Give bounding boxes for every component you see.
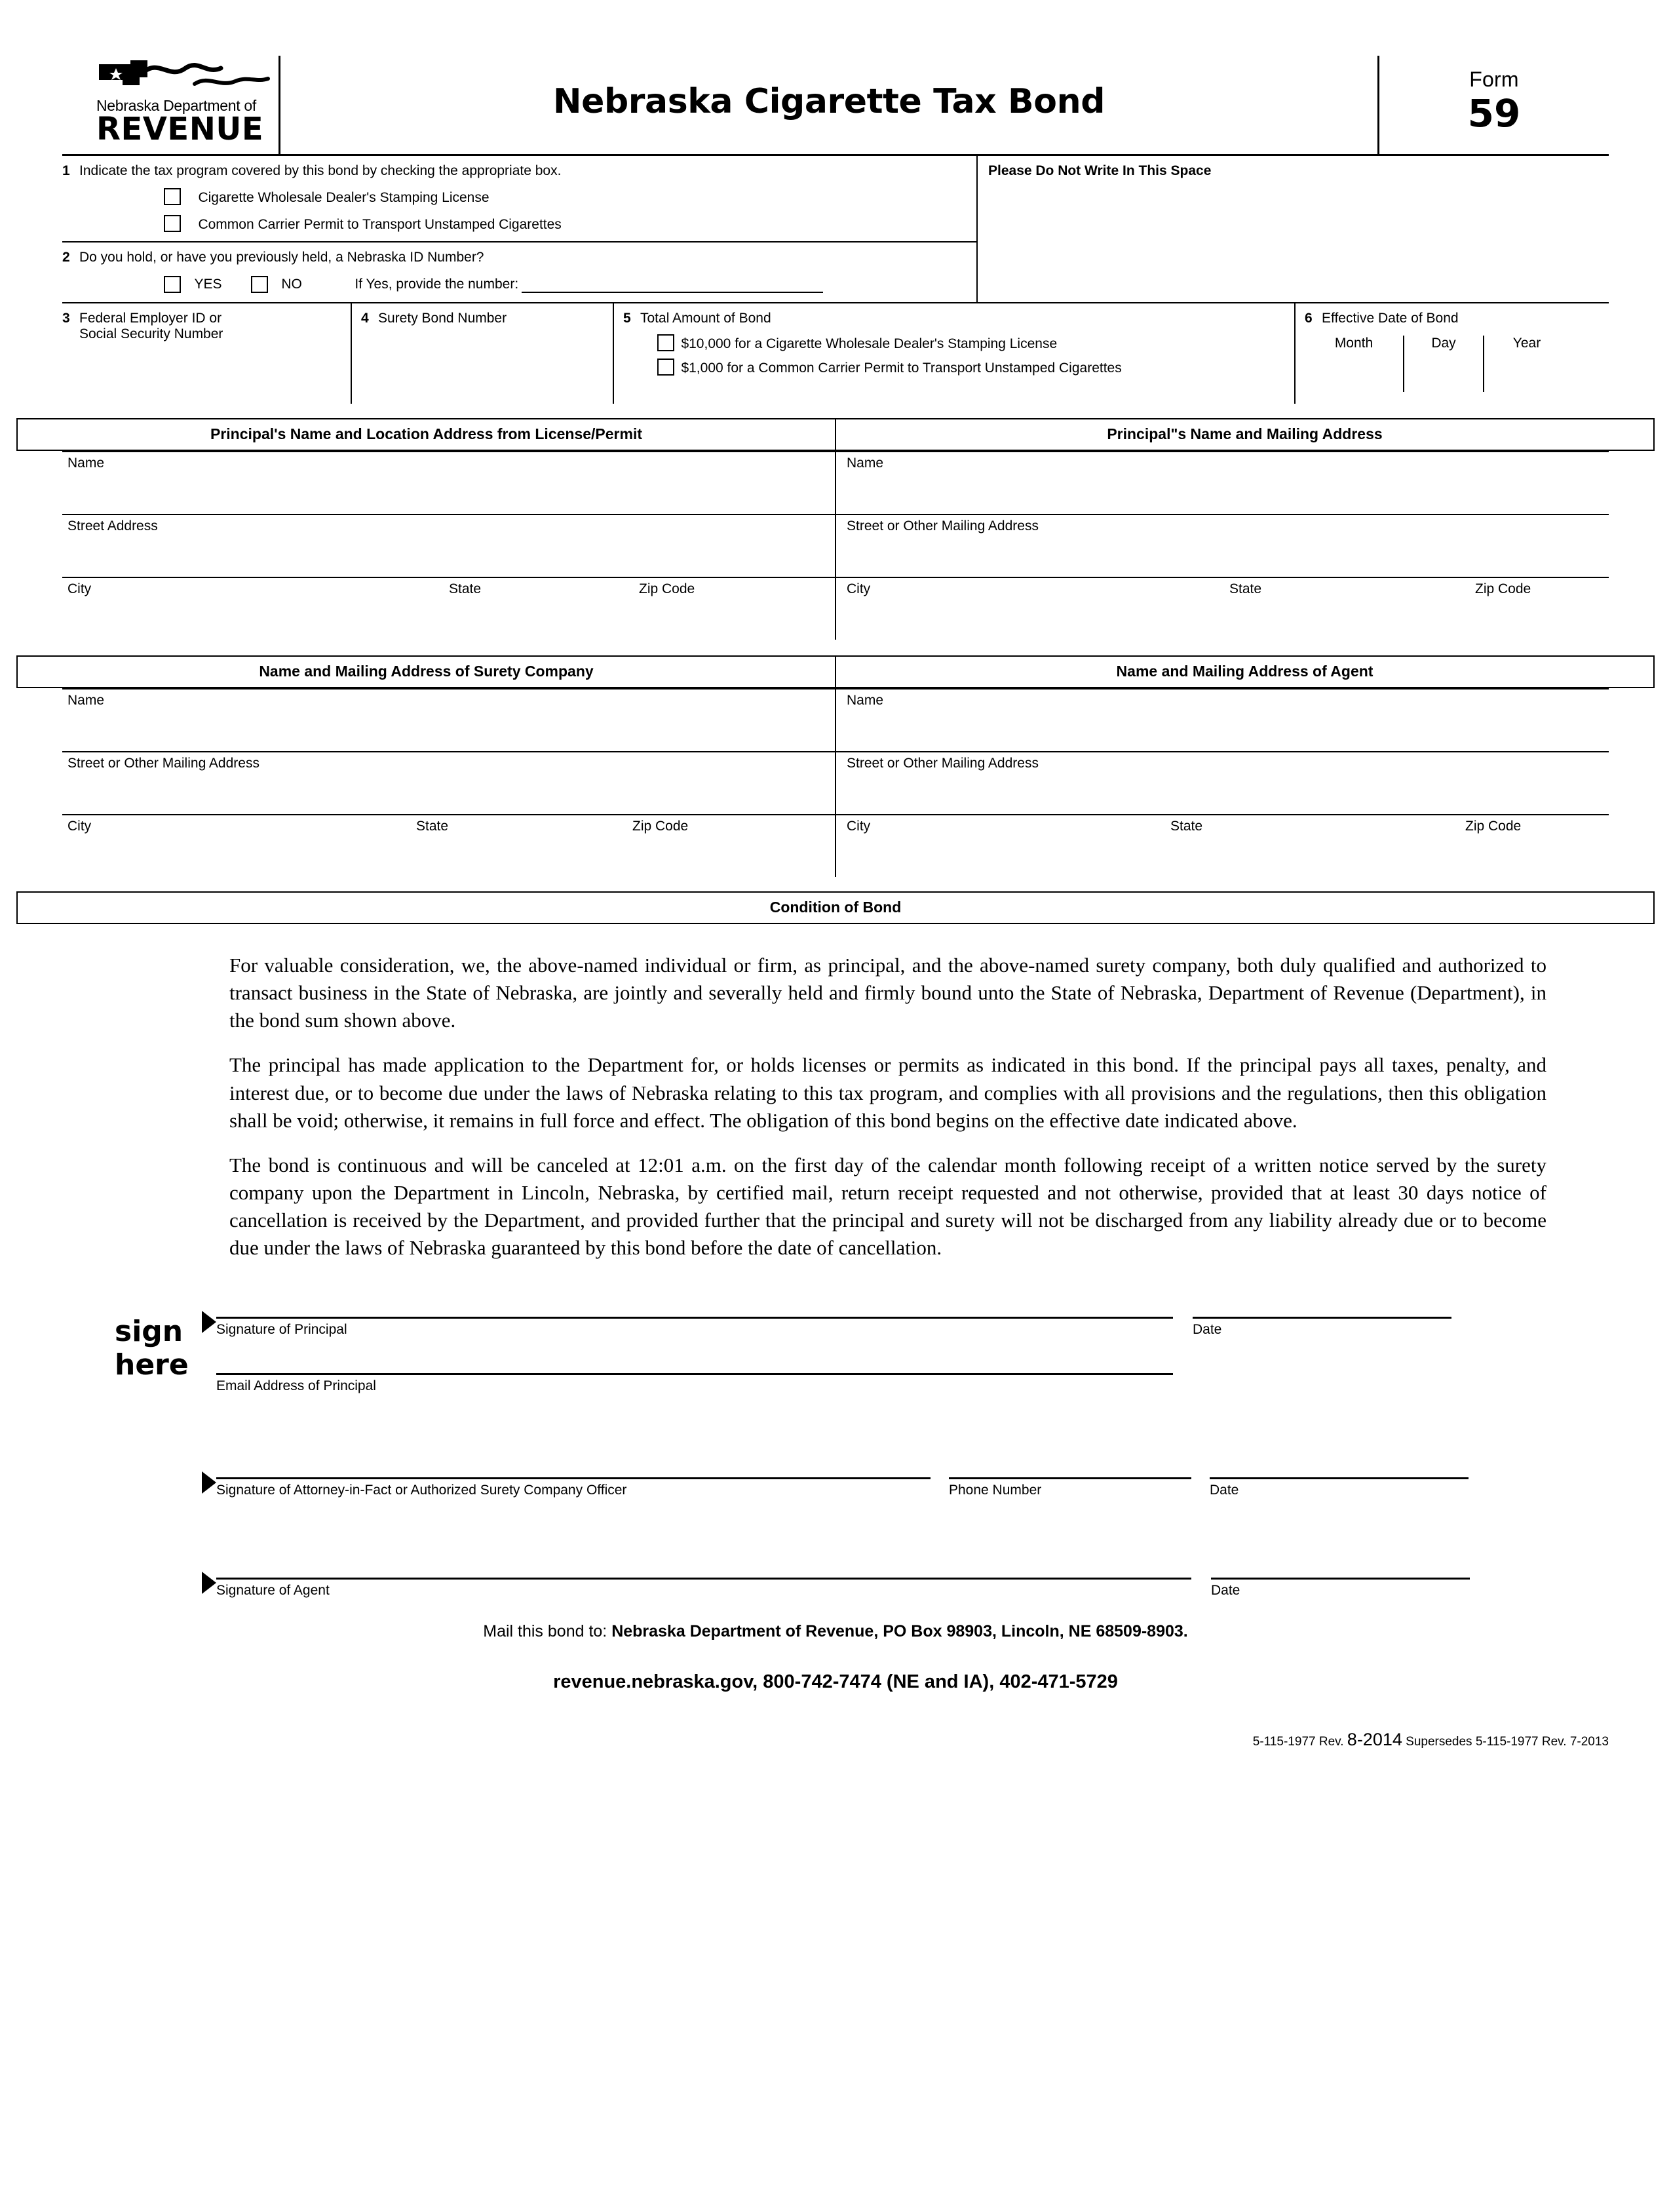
sign-here-arrow-surety-icon [202, 1471, 216, 1494]
revision-date: 8-2014 [1347, 1729, 1402, 1749]
principal-address-grid [62, 451, 1609, 640]
surety-city-label: City [67, 819, 92, 834]
principal-location-city-label: City [67, 581, 92, 596]
agent-arrow-cell [62, 1572, 216, 1599]
agent-csz-field[interactable] [836, 814, 1609, 877]
surety-date-caption: Date [1210, 1482, 1239, 1498]
surety-signature-field[interactable] [216, 1477, 931, 1498]
principal-location-name-field[interactable] [62, 451, 835, 514]
item-1 [62, 156, 976, 241]
principal-header-row [16, 418, 1655, 451]
principal-location-zip-label: Zip Code [639, 581, 695, 596]
principal-date-caption: Date [1193, 1321, 1222, 1337]
item-3-number: 3 [62, 311, 70, 326]
item-5-number: 5 [623, 311, 631, 326]
mail-instruction-prefix: Mail this bond to: [483, 1621, 607, 1640]
surety-zip-label: Zip Code [632, 819, 689, 834]
mail-instruction-address: Nebraska Department of Revenue, PO Box 98903, Lincoln, NE 68509-8903. [611, 1621, 1188, 1640]
checkbox-bond-1000[interactable] [657, 359, 674, 376]
checkbox-bond-10000[interactable] [657, 334, 674, 351]
condition-of-bond-text [229, 952, 1546, 1262]
item-4 [351, 303, 613, 404]
item-1-label: Indicate the tax program covered by this bond by checking the appropriate box. [79, 163, 562, 178]
agent-street-field[interactable] [836, 751, 1609, 814]
revision-prefix: 5-115-1977 Rev. [1252, 1734, 1344, 1749]
principal-signature-field[interactable] [216, 1317, 1173, 1338]
surety-company-header: Name and Mailing Address of Surety Company [16, 655, 836, 688]
do-not-write-label: Please Do Not Write In This Space [988, 163, 1212, 178]
effective-date-year-label: Year [1512, 336, 1541, 351]
surety-street-label: Street or Other Mailing Address [67, 756, 259, 771]
item-3-label-line2: Social Security Number [79, 326, 223, 341]
surety-date-field[interactable] [1210, 1477, 1469, 1498]
principal-email-caption: Email Address of Principal [216, 1378, 376, 1393]
principal-mailing-name-label: Name [847, 456, 884, 471]
item-6-number: 6 [1305, 311, 1313, 326]
form-header [82, 49, 1609, 154]
principal-mailing-name-field[interactable] [836, 451, 1609, 514]
item-1-number: 1 [62, 163, 70, 178]
nebraska-map-icon [96, 58, 273, 98]
agency-logo [82, 58, 278, 146]
principal-location-name-label: Name [67, 456, 105, 471]
checkbox-nebraska-id-yes[interactable] [164, 276, 181, 293]
effective-date-day-label: Day [1431, 336, 1456, 351]
items-1-2-column [62, 156, 976, 302]
principal-location-street-label: Street Address [67, 518, 158, 534]
agency-name-line1: Nebraska Department of [96, 97, 256, 115]
effective-date-year[interactable] [1484, 336, 1569, 395]
surety-agent-header-row [16, 655, 1655, 688]
principal-email-field[interactable] [216, 1373, 1173, 1394]
checkbox-common-carrier-permit[interactable] [164, 215, 181, 232]
principal-location-csz-field[interactable] [62, 577, 835, 640]
principal-sections [0, 418, 1671, 640]
principal-arrow-cell [62, 1311, 216, 1338]
checkbox-nebraska-id-yes-label: YES [194, 277, 222, 292]
principal-mailing-street-label: Street or Other Mailing Address [847, 518, 1039, 534]
principal-mailing-zip-label: Zip Code [1475, 581, 1531, 596]
surety-signature-caption: Signature of Attorney-in-Fact or Authorized Surety Company Officer [216, 1482, 627, 1498]
form-label: Form [1469, 68, 1519, 92]
revision-supersedes: Supersedes 5-115-1977 Rev. 7-2013 [1406, 1734, 1609, 1749]
item-5 [613, 303, 1294, 404]
contact-line: revenue.nebraska.gov, 800-742-7474 (NE and IA), 402-471-5729 [553, 1671, 1118, 1692]
agent-date-field[interactable] [1211, 1578, 1470, 1599]
principal-mailing-csz-field[interactable] [836, 577, 1609, 640]
principal-mailing-state-label: State [1229, 581, 1262, 596]
agent-header: Name and Mailing Address of Agent [836, 655, 1655, 688]
agent-signature-caption: Signature of Agent [216, 1582, 330, 1598]
surety-phone-caption: Phone Number [949, 1482, 1042, 1498]
agent-street-label: Street or Other Mailing Address [847, 756, 1039, 771]
checkbox-common-carrier-permit-label: Common Carrier Permit to Transport Unstamped Cigarettes [198, 217, 562, 232]
surety-street-field[interactable] [62, 751, 835, 814]
principal-location-column [62, 451, 835, 640]
item-6-label: Effective Date of Bond [1322, 311, 1459, 326]
surety-company-column [62, 688, 835, 877]
sign-here-line2: here [115, 1348, 189, 1382]
agent-signature-row [62, 1572, 1609, 1599]
surety-bond-number-input[interactable] [361, 326, 613, 389]
surety-name-field[interactable] [62, 688, 835, 751]
sign-here-arrow-principal-icon [202, 1311, 216, 1333]
item-4-label: Surety Bond Number [378, 311, 507, 326]
surety-arrow-cell [62, 1471, 216, 1498]
item-2-number: 2 [62, 250, 70, 265]
surety-signature-row [62, 1471, 1609, 1498]
principal-mailing-header: Principal"s Name and Mailing Address [836, 418, 1655, 451]
checkbox-bond-10000-label: $10,000 for a Cigarette Wholesale Dealer's Stamping License [681, 336, 1058, 351]
condition-of-bond-header: Condition of Bond [16, 891, 1655, 924]
surety-state-label: State [416, 819, 449, 834]
surety-phone-field[interactable] [949, 1477, 1191, 1498]
item-3 [62, 303, 351, 404]
checkbox-wholesale-dealer-license-label: Cigarette Wholesale Dealer's Stamping License [198, 190, 490, 205]
item-6 [1294, 303, 1609, 404]
condition-paragraph-3: The bond is continuous and will be canceled at 12:01 a.m. on the first day of the calendar month following receipt of a written notice served by the surety company upon the Department in Lincoln, Nebraska, by certified mail, return receipt requested and not otherwise, provided that at least 30 days notice of cancellation is received by the Department, and provided further that the principal and surety will not be discharged from any liability already due or to become due under the laws of Nebraska guaranteed by this bond before the date of cancellation. [229, 1153, 1546, 1260]
effective-date-month[interactable] [1305, 336, 1403, 395]
fein-ssn-input[interactable] [62, 342, 351, 381]
condition-paragraph-2: The principal has made application to the Department for, or holds licenses or permits as indicated in this bond. If the principal pays all taxes, penalty, and interest due, or to become due under the laws of Nebraska relating to this tax program, and complies with all provisions and the regulations, then this obligation shall be void; otherwise, it remains in full force and effect. The obligation of this bond begins on the effective date indicated above. [229, 1053, 1546, 1132]
item-5-label: Total Amount of Bond [640, 311, 771, 326]
surety-agent-sections [0, 655, 1671, 877]
agency-name-line2: REVENUE [96, 111, 264, 148]
principal-mailing-street-field[interactable] [836, 514, 1609, 577]
surety-csz-field[interactable] [62, 814, 835, 877]
nebraska-id-number-input[interactable] [522, 275, 823, 293]
item-3-label-line1: Federal Employer ID or [79, 311, 222, 326]
agent-name-field[interactable] [836, 688, 1609, 751]
checkbox-nebraska-id-no[interactable] [251, 276, 268, 293]
principal-signature-row [62, 1311, 1609, 1338]
mail-instruction [0, 1622, 1671, 1641]
principal-email-row [62, 1373, 1609, 1394]
section-items-3-6 [62, 302, 1609, 404]
form-page [0, 49, 1671, 2212]
nebraska-id-prompt: If Yes, provide the number: [355, 277, 519, 292]
item-2-label: Do you hold, or have you previously held, a Nebraska ID Number? [79, 250, 484, 265]
effective-date-month-label: Month [1334, 336, 1373, 351]
sign-here-line1: sign [115, 1314, 183, 1348]
title-container [280, 82, 1377, 121]
item-2 [62, 241, 976, 302]
checkbox-nebraska-id-no-label: NO [281, 277, 302, 292]
principal-date-field[interactable] [1193, 1317, 1451, 1338]
form-body [62, 154, 1609, 404]
agent-signature-field[interactable] [216, 1578, 1191, 1599]
principal-signature-caption: Signature of Principal [216, 1321, 347, 1337]
principal-location-state-label: State [449, 581, 482, 596]
checkbox-bond-1000-label: $1,000 for a Common Carrier Permit to Transport Unstamped Cigarettes [681, 360, 1122, 376]
item-4-number: 4 [361, 311, 369, 326]
agent-date-caption: Date [1211, 1582, 1240, 1598]
signature-section [62, 1311, 1609, 1599]
principal-mailing-column [835, 451, 1609, 640]
principal-location-header: Principal's Name and Location Address from License/Permit [16, 418, 836, 451]
agent-state-label: State [1170, 819, 1203, 834]
principal-mailing-city-label: City [847, 581, 871, 596]
condition-paragraph-1: For valuable consideration, we, the above-named individual or firm, as principal, and the above-named surety company, both duly qualified and authorized to transact business in the State of Nebraska, are jointly and severally held and firmly bound unto the State of Nebraska, Department of Revenue (Department), in the bond sum shown above. [229, 954, 1546, 1032]
page-title: Nebraska Cigarette Tax Bond [552, 82, 1105, 121]
agent-city-label: City [847, 819, 871, 834]
revision-line [0, 1730, 1609, 1750]
agent-zip-label: Zip Code [1465, 819, 1522, 834]
agent-name-label: Name [847, 693, 884, 708]
do-not-write-box [976, 156, 1609, 302]
surety-agent-address-grid [62, 688, 1609, 877]
form-number: 59 [1467, 91, 1521, 136]
surety-name-label: Name [67, 693, 105, 708]
section-items-1-2 [62, 156, 1609, 302]
form-number-block [1379, 68, 1609, 136]
principal-location-street-field[interactable] [62, 514, 835, 577]
sign-here-arrow-agent-icon [202, 1572, 216, 1594]
checkbox-wholesale-dealer-license[interactable] [164, 188, 181, 205]
agent-column [835, 688, 1609, 877]
effective-date-day[interactable] [1404, 336, 1483, 395]
condition-header-row [16, 891, 1655, 924]
